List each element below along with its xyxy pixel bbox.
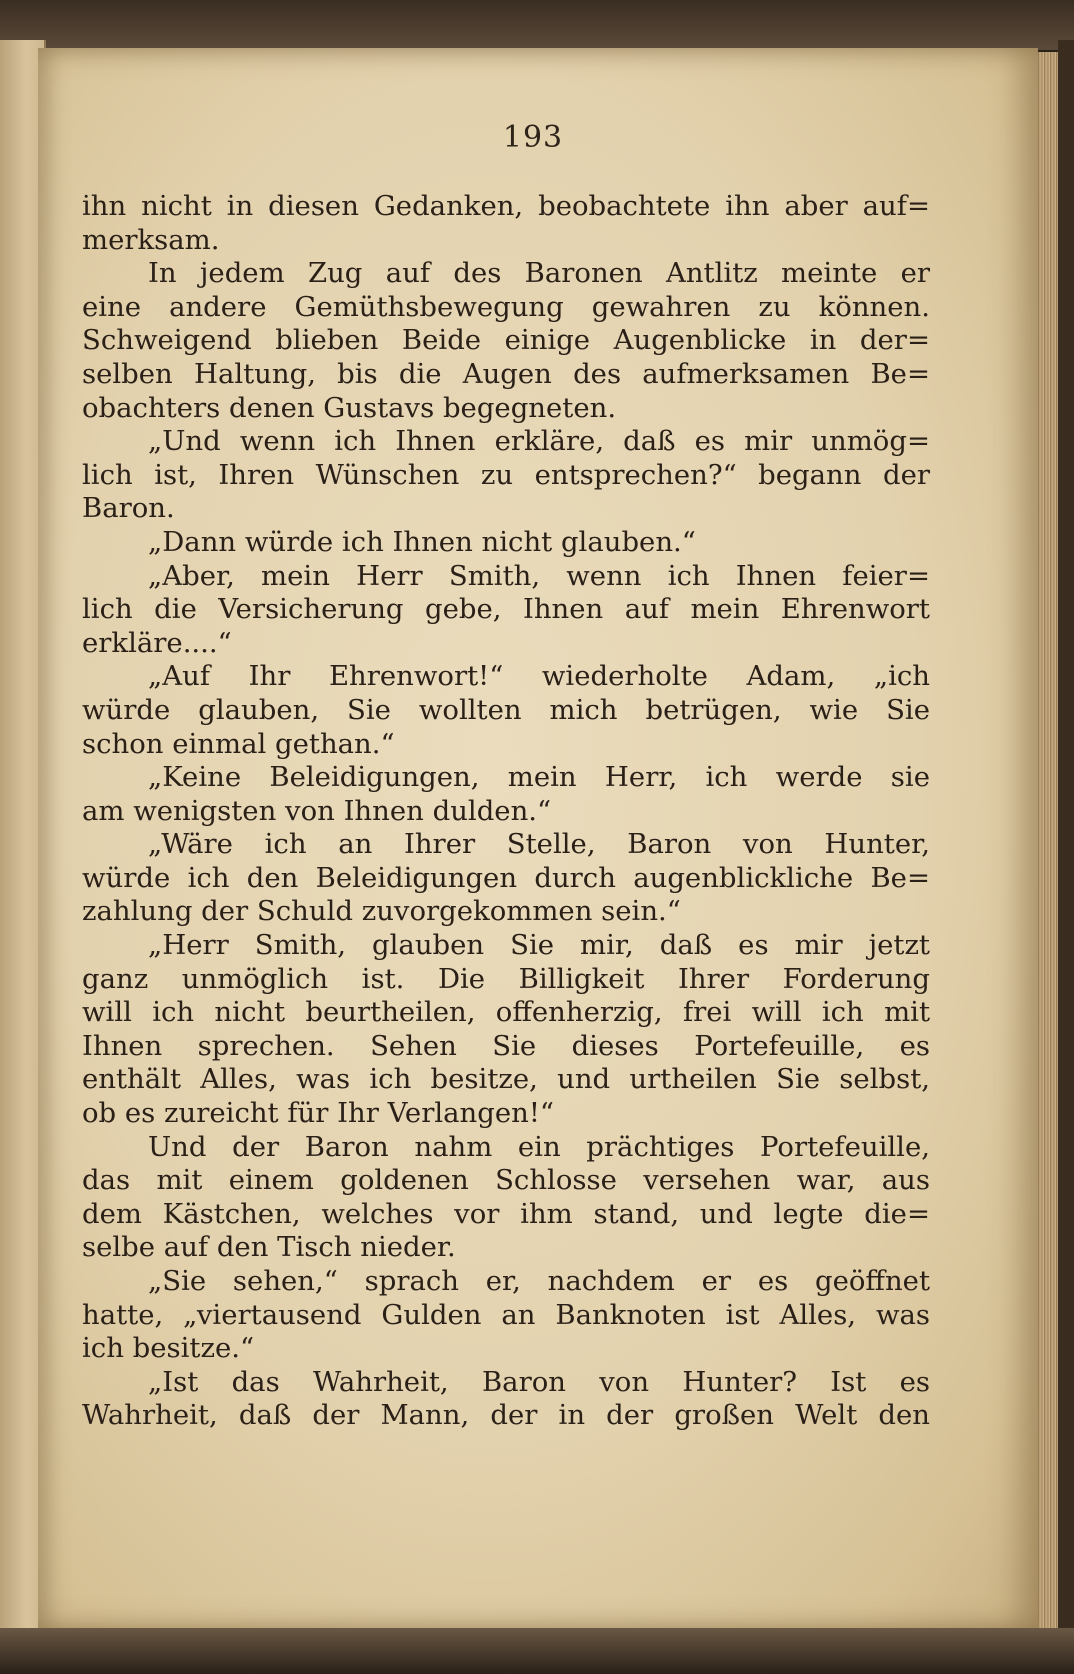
text-line: Ihnen sprechen. Sehen Sie dieses Portefeuille, es <box>82 1029 930 1062</box>
text-line: „Ist das Wahrheit, Baron von Hunter? Ist es <box>148 1365 930 1398</box>
text-line: „Keine Beleidigungen, mein Herr, ich werde sie <box>148 761 930 794</box>
text-line: zahlung der Schuld zuvorgekommen sein.“ <box>82 895 681 928</box>
text-line: ihn nicht in diesen Gedanken, beobachtete ihn aber auf= <box>82 190 930 222</box>
text-line: ich besitze.“ <box>82 1332 255 1365</box>
body-text <box>82 190 930 1433</box>
text-line: „Dann würde ich Ihnen nicht glauben.“ <box>148 525 696 558</box>
text-line: würde glauben, Sie wollten mich betrügen, wie Sie <box>82 693 930 726</box>
text-line: enthält Alles, was ich besitze, und urtheilen Sie selbst, <box>82 1063 930 1096</box>
text-line: Und der Baron nahm ein prächtiges Portefeuille, <box>148 1130 930 1163</box>
text-line: „Auf Ihr Ehrenwort!“ wiederholte Adam, „ich <box>148 660 930 693</box>
text-line: „Sie sehen,“ sprach er, nachdem er es geöffnet <box>148 1265 930 1297</box>
text-line: das mit einem goldenen Schlosse versehen war, aus <box>82 1164 930 1197</box>
text-line: hatte, „viertausend Gulden an Banknoten ist Alles, was <box>82 1298 930 1331</box>
text-line: selbe auf den Tisch nieder. <box>82 1231 456 1264</box>
scan-top-edge <box>0 0 1074 50</box>
scan-bottom-edge <box>0 1628 1074 1674</box>
book-page <box>38 48 1038 1630</box>
text-line: am wenigsten von Ihnen dulden.“ <box>82 794 552 827</box>
text-line: Baron. <box>82 492 175 525</box>
text-line: „Und wenn ich Ihnen erkläre, daß es mir unmög= <box>148 425 930 458</box>
text-line: würde ich den Beleidigungen durch augenblickliche Be= <box>82 861 930 894</box>
text-line: ganz unmöglich ist. Die Billigkeit Ihrer Forderung <box>82 962 930 995</box>
text-line: will ich nicht beurtheilen, offenherzig, frei will ich mit <box>82 996 930 1029</box>
text-line: Wahrheit, daß der Mann, der in der großen Welt den <box>82 1399 930 1432</box>
text-line: selben Haltung, bis die Augen des aufmerksamen Be= <box>82 357 930 390</box>
text-line: „Herr Smith, glauben Sie mir, daß es mir jetzt <box>148 929 930 962</box>
page-number: 193 <box>502 120 564 155</box>
text-line: In jedem Zug auf des Baronen Antlitz meinte er <box>148 257 930 290</box>
text-line: lich ist, Ihren Wünschen zu entsprechen?“ begann der <box>82 458 930 491</box>
text-line: schon einmal gethan.“ <box>82 727 395 760</box>
text-line: Schweigend blieben Beide einige Augenblicke in der= <box>82 324 930 357</box>
text-line: obachters denen Gustavs begegneten. <box>82 391 617 424</box>
text-line: „Aber, mein Herr Smith, wenn ich Ihnen feier= <box>148 559 930 592</box>
book-cover-edge <box>1058 40 1074 1640</box>
text-line: eine andere Gemüthsbewegung gewahren zu können. <box>82 290 930 323</box>
text-line: ob es zureicht für Ihr Verlangen!“ <box>82 1097 554 1130</box>
text-line: dem Kästchen, welches vor ihm stand, und legte die= <box>82 1197 930 1230</box>
text-line: merksam. <box>82 223 220 256</box>
text-line: lich die Versicherung gebe, Ihnen auf mein Ehrenwort <box>82 593 930 626</box>
text-line: erkläre....“ <box>82 626 232 659</box>
text-line: „Wäre ich an Ihrer Stelle, Baron von Hunter, <box>148 828 930 861</box>
